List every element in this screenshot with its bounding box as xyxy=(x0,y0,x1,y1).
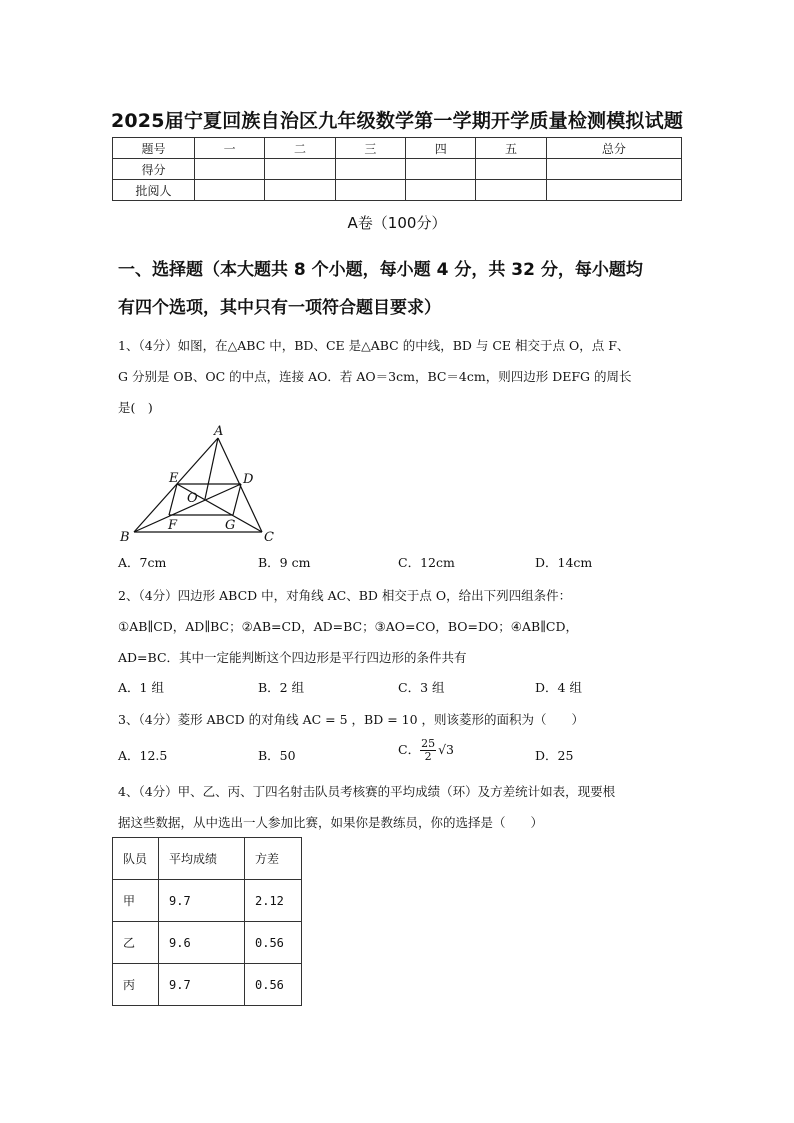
q1-text-line2: G 分别是 OB、OC 的中点，连接 AO．若 AO＝3cm，BC＝4cm，则四边形 DEFG 的周长 xyxy=(118,369,632,384)
page-title: 2025届宁夏回族自治区九年级数学第一学期开学质量检测模拟试题 xyxy=(110,110,684,132)
table-cell: 9.6 xyxy=(159,922,245,964)
label-f: F xyxy=(168,518,178,533)
q3-text: 3、（4分）菱形 ABCD 的对角线 AC = 5 ，BD = 10 ，则该菱形的面积为（ ） xyxy=(118,712,585,727)
volume-heading: A卷（100分） xyxy=(347,214,447,232)
table-row xyxy=(113,922,302,964)
score-cell xyxy=(406,180,476,201)
score-cell xyxy=(195,180,265,201)
table-cell: 甲 xyxy=(113,880,159,922)
score-cell xyxy=(546,180,681,201)
label-b: B xyxy=(120,530,130,545)
q1-option-a[interactable]: A．7cm xyxy=(118,555,167,570)
q3-option-d[interactable]: D．25 xyxy=(535,748,574,763)
score-cell xyxy=(476,159,546,180)
fraction-numerator: 25 xyxy=(421,737,436,750)
q1-option-c[interactable]: C．12cm xyxy=(398,555,455,570)
q1-option-d[interactable]: D．14cm xyxy=(535,555,593,570)
score-cell xyxy=(406,159,476,180)
label-g: G xyxy=(225,518,236,533)
q3-option-c[interactable] xyxy=(398,738,454,763)
label-a: A xyxy=(214,424,224,439)
q4-text-line1: 4、（4分）甲、乙、丙、丁四名射击队员考核赛的平均成绩（环）及方差统计如表，现要根 xyxy=(118,784,616,799)
q3-option-b[interactable]: B．50 xyxy=(258,748,296,763)
score-table-row xyxy=(113,159,682,180)
q1-triangle-figure xyxy=(112,420,292,545)
score-table-row xyxy=(113,180,682,201)
label-c: C xyxy=(264,530,274,545)
q2-option-c[interactable]: C．3 组 xyxy=(398,680,445,695)
score-header-cell: 四 xyxy=(406,138,476,159)
q2-text-line2: ①AB∥CD，AD∥BC；②AB=CD，AD=BC；③AO=CO，BO=DO；④AB∥CD， xyxy=(118,619,579,634)
table-cell: 9.7 xyxy=(159,964,245,1006)
table-header-cell: 方差 xyxy=(245,838,302,880)
score-header-cell: 题号 xyxy=(113,138,195,159)
q4-text-line2: 据这些数据，从中选出一人参加比赛，如果你是教练员，你的选择是（ ） xyxy=(118,815,544,830)
q3-option-c-label: C． xyxy=(398,742,421,757)
table-cell: 9.7 xyxy=(159,880,245,922)
table-header-row xyxy=(113,838,302,880)
table-cell: 乙 xyxy=(113,922,159,964)
q1-text-line1: 1、（4分）如图，在△ABC 中，BD、CE 是△ABC 的中线，BD 与 CE 相交于点 O，点 F、 xyxy=(118,338,630,353)
score-cell xyxy=(476,180,546,201)
q4-data-table xyxy=(112,837,302,1006)
score-header-cell: 二 xyxy=(265,138,335,159)
table-cell: 2.12 xyxy=(245,880,302,922)
q2-option-a[interactable]: A．1 组 xyxy=(118,680,164,695)
score-cell xyxy=(265,159,335,180)
q3-option-c-fraction xyxy=(420,738,436,763)
q1-text-line3: 是( ) xyxy=(118,400,153,415)
score-table xyxy=(112,137,682,201)
score-cell xyxy=(335,159,405,180)
score-header-cell: 五 xyxy=(476,138,546,159)
q2-option-d[interactable]: D．4 组 xyxy=(535,680,582,695)
q3-option-a[interactable]: A．12.5 xyxy=(118,748,168,763)
score-table-header-row xyxy=(113,138,682,159)
score-cell xyxy=(335,180,405,201)
score-row-label: 批阅人 xyxy=(113,180,195,201)
table-row xyxy=(113,964,302,1006)
q2-option-b[interactable]: B．2 组 xyxy=(258,680,305,695)
score-row-label: 得分 xyxy=(113,159,195,180)
segment-dg xyxy=(233,484,241,515)
table-header-cell: 队员 xyxy=(113,838,159,880)
score-cell xyxy=(265,180,335,201)
label-e: E xyxy=(169,471,179,486)
q2-text-line1: 2、（4分）四边形 ABCD 中，对角线 AC、BD 相交于点 O，给出下列四组条件： xyxy=(118,588,572,603)
table-row xyxy=(113,880,302,922)
table-cell: 丙 xyxy=(113,964,159,1006)
q3-option-c-root: √3 xyxy=(438,742,454,757)
section-heading-line1: 一、选择题（本大题共 8 个小题，每小题 4 分，共 32 分，每小题均 xyxy=(118,260,643,280)
score-header-cell: 一 xyxy=(195,138,265,159)
label-d: D xyxy=(243,472,254,487)
score-cell xyxy=(546,159,681,180)
segment-ao xyxy=(205,438,218,499)
score-header-cell: 总分 xyxy=(546,138,681,159)
score-cell xyxy=(195,159,265,180)
fraction-denominator: 2 xyxy=(424,750,432,763)
q2-text-line3: AD=BC．其中一定能判断这个四边形是平行四边形的条件共有 xyxy=(118,650,467,665)
label-o: O xyxy=(187,491,198,506)
q1-option-b[interactable]: B．9 cm xyxy=(258,555,311,570)
section-heading-line2: 有四个选项，其中只有一项符合题目要求） xyxy=(118,298,441,318)
table-header-cell: 平均成绩 xyxy=(159,838,245,880)
score-header-cell: 三 xyxy=(335,138,405,159)
table-cell: 0.56 xyxy=(245,922,302,964)
table-cell: 0.56 xyxy=(245,964,302,1006)
